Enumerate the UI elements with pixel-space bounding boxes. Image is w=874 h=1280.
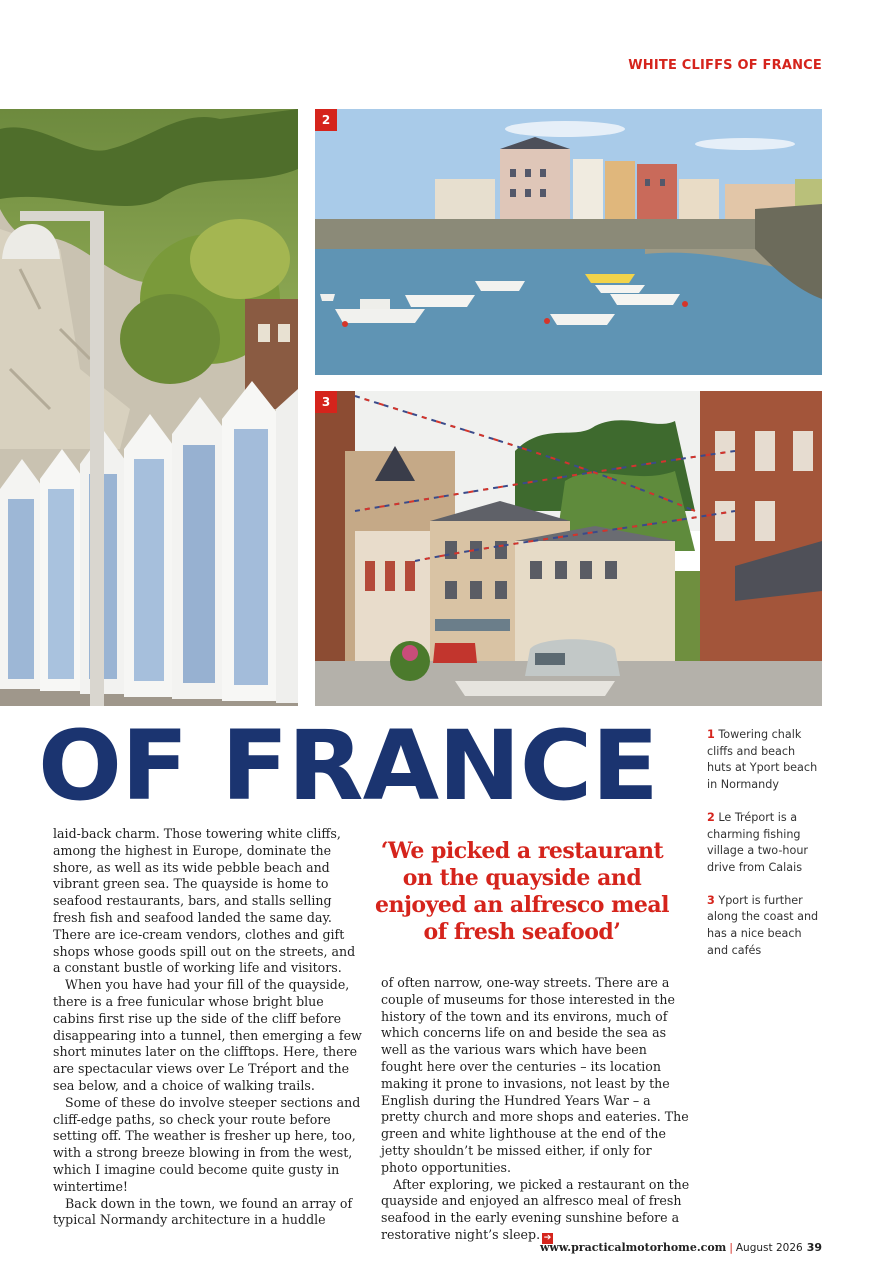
page-footer [540,1241,822,1254]
paragraph-text: After exploring, we picked a restaurant on the quayside and enjoyed an alfresco meal of fresh seafood in the early evening sunshine before a restorative night’s sleep. [381,1176,690,1242]
headline: OF FRANCE [38,710,658,822]
caption [707,810,819,877]
paragraph: of often narrow, one-way streets. There are a couple of museums for those interested in the history of the town and its environs, much of which concerns life on and beside the sea as well as the various wars which have been fought here over the centuries – its location making it prone to invasions, not least by the English during the Hundred Years War – a pretty church and more shops and eateries. The green and white lighthouse at the end of the jetty shouldn’t be missed either, if only for photo opportunities. [381,975,689,1175]
caption-number: 1 [707,728,715,741]
body-column-1 [53,826,363,1229]
harbour-boats-photo [315,109,822,375]
page-number: 39 [806,1241,822,1254]
body-column-2 [381,975,691,1244]
photo-number-badge: 3 [315,391,337,413]
cliff-beach-huts-photo [0,109,298,706]
website-url: www.practicalmotorhome.com [539,1241,727,1254]
paragraph: When you have had your fill of the quayside, there is a free funicular whose bright blue cabins first rise up the side of the cliff before disappearing into a tunnel, then emerging a few short minutes later on the clifftops. Here, there are spectacular views over Le Tréport and the sea below, and a choice of walking trails. [53,977,362,1093]
caption-text: Yport is further along the coast and has a nice beach and cafés [707,893,819,957]
town-street-photo [315,391,822,706]
issue-date: August 2026 [735,1242,803,1254]
end-of-article-arrow-icon: ➔ [543,1232,552,1243]
paragraph: laid-back charm. Those towering white cliffs, among the highest in Europe, dominate the shore, as well as its wide pebble beach and vibrant green sea. The quayside is home to seafood restaurants, bars, and stalls selling fresh fish and seafood landed the same day. There are ice-cream vendors, clothes and gift shops whose goods spill out on the streets, and a constant bustle of working life and visitors. [53,826,356,976]
section-title: WHITE CLIFFS OF FRANCE [628,58,822,73]
pull-quote: ‘We picked a restaurant on the quayside and enjoyed an alfresco meal of fresh seafood’ [374,838,670,945]
caption-text: Le Tréport is a charming fishing village a two-hour drive from Calais [707,810,809,874]
caption-text: Towering chalk cliffs and beach huts at Yport beach in Normandy [707,728,818,792]
paragraph: Some of these do involve steeper sections and cliff-edge paths, so check your route before setting off. The weather is fresher up here, too, with a strong breeze blowing in from the west, which I imagine could become quite gusty in wintertime! [53,1094,361,1194]
paragraph: Back down in the town, we found an array of typical Normandy architecture in a huddle [53,1195,353,1228]
photo-captions [707,727,819,975]
caption-number: 3 [707,893,715,907]
caption [707,893,819,960]
caption [707,727,819,794]
footer-separator: | [729,1242,733,1254]
caption-number: 2 [707,810,715,824]
paragraph [381,1177,691,1244]
photo-number-badge: 2 [315,109,337,131]
